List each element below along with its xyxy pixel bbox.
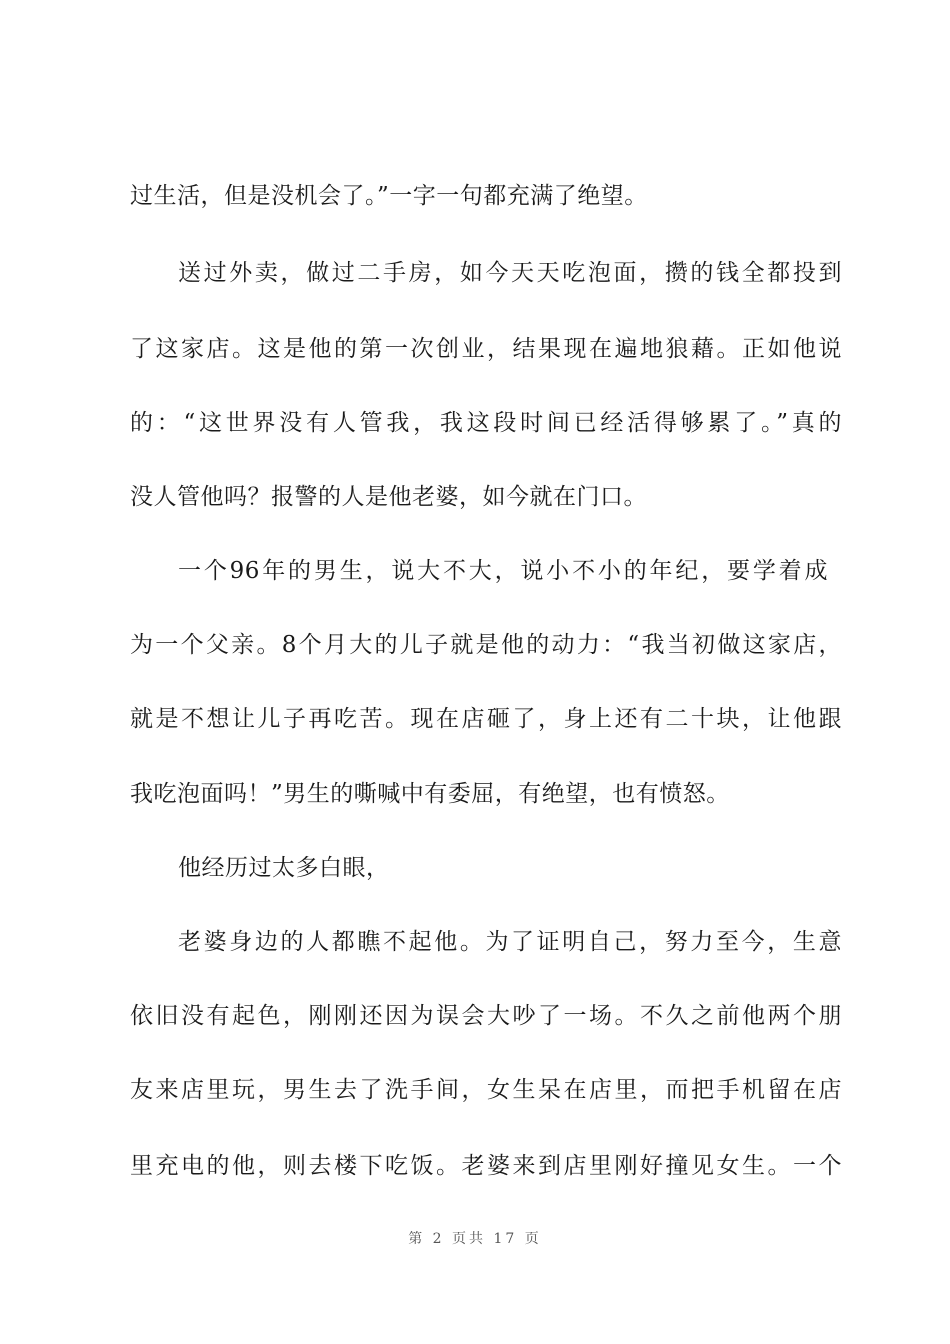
paragraph-line: 过生活，但是没机会了。”一字一句都充满了绝望。 xyxy=(130,183,648,209)
paragraph-line: 里充电的他，则去楼下吃饭。老婆来到店里刚好撞见女生。一个 xyxy=(130,1153,842,1179)
paragraph-line: 依旧没有起色，刚刚还因为误会大吵了一场。不久之前他两个朋 xyxy=(130,1003,842,1029)
paragraph-line: 的：“这世界没有人管我，我这段时间已经活得够累了。”真的 xyxy=(130,410,842,436)
paragraph-line: 没人管他吗？报警的人是他老婆，如今就在门口。 xyxy=(130,484,647,510)
paragraph-line: 老婆身边的人都瞧不起他。为了证明自己，努力至今，生意 xyxy=(178,929,842,955)
paragraph-line: 友来店里玩，男生去了洗手间，女生呆在店里，而把手机留在店 xyxy=(130,1077,842,1103)
paragraph-line: 一个96年的男生，说大不大，说小不小的年纪，要学着成 xyxy=(178,558,828,584)
paragraph-line: 了这家店。这是他的第一次创业，结果现在遍地狼藉。正如他说 xyxy=(130,336,842,362)
page-number-footer: 第 2 页共 17 页 xyxy=(408,1231,542,1247)
paragraph-line: 我吃泡面吗！”男生的嘶喊中有委屈，有绝望，也有愤怒。 xyxy=(130,781,730,807)
paragraph-line: 送过外卖，做过二手房，如今天天吃泡面，攒的钱全都投到 xyxy=(178,260,842,286)
paragraph-line: 就是不想让儿子再吃苦。现在店砸了，身上还有二十块，让他跟 xyxy=(130,706,842,732)
paragraph-line: 他经历过太多白眼， xyxy=(178,855,390,881)
paragraph-line: 为一个父亲。8个月大的儿子就是他的动力：“我当初做这家店， xyxy=(130,632,842,658)
